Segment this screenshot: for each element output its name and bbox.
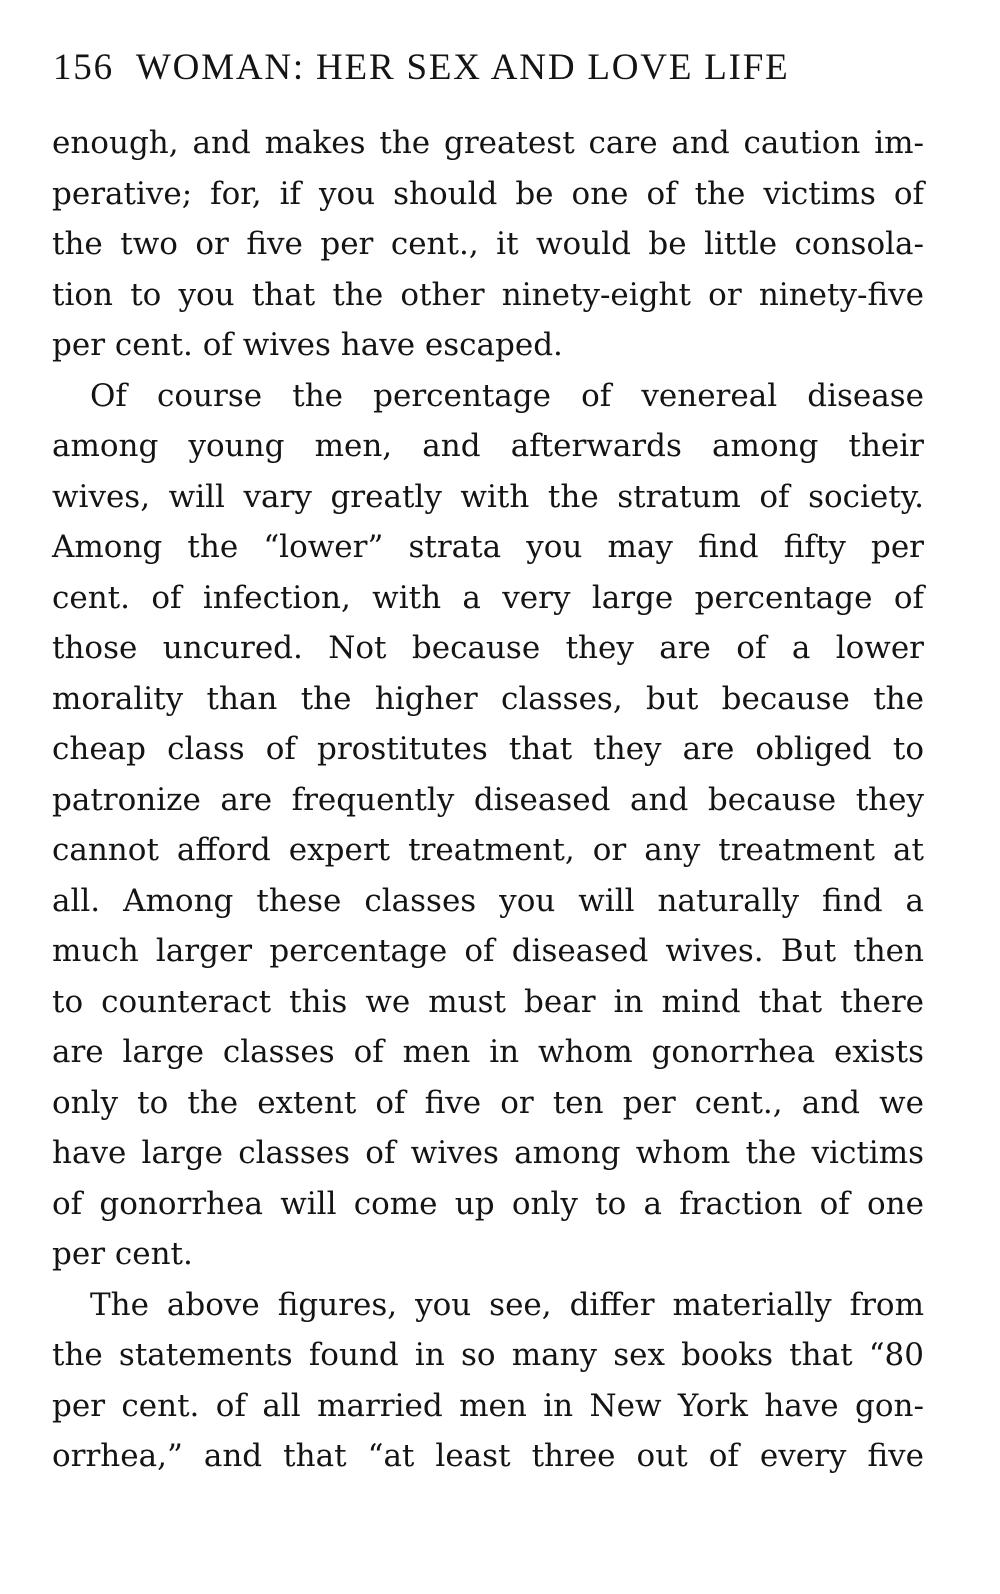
text-line: per cent. (52, 1236, 193, 1272)
running-title: WOMAN: HER SEX AND LOVE LIFE (135, 47, 790, 88)
text-line: among young men, and afterwards among their (52, 428, 924, 464)
running-head (53, 40, 933, 96)
text-line: wives, will vary greatly with the stratum of society. (52, 478, 924, 515)
text-line: much larger percentage of diseased wives. But then (52, 933, 924, 969)
text-line: the two or five per cent., it would be little consola- (52, 226, 924, 262)
text-line: have large classes of wives among whom the victims (52, 1135, 924, 1171)
text-line: patronize are frequently diseased and because they (52, 781, 924, 818)
text-line: the statements found in so many sex books that “80 (52, 1337, 924, 1373)
text-line: orrhea,” and that “at least three out of every five (52, 1438, 924, 1474)
text-line: enough, and makes the greatest care and caution im- (52, 125, 924, 161)
text-line: all. Among these classes you will naturally find a (52, 882, 924, 919)
text-line: per cent. of wives have escaped. (52, 327, 563, 363)
text-line: cannot afford expert treatment, or any treatment at (52, 832, 924, 868)
text-line: The above figures, you see, differ materially from (90, 1286, 924, 1323)
text-line: tion to you that the other ninety-eight or ninety-five (52, 276, 924, 313)
paragraph-2 (52, 371, 924, 1280)
text-line: only to the extent of five or ten per cent., and we (52, 1084, 924, 1121)
text-line: Among the “lower” strata you may find fifty per (52, 529, 924, 565)
paragraph-1 (52, 118, 924, 371)
text-line: those uncured. Not because they are of a lower (52, 630, 924, 666)
text-line: are large classes of men in whom gonorrhea exists (52, 1034, 924, 1070)
text-line: of gonorrhea will come up only to a fraction of one (52, 1185, 924, 1222)
paragraph-3 (52, 1280, 924, 1482)
text-line: morality than the higher classes, but because the (52, 680, 924, 717)
body-text (52, 118, 924, 1482)
text-line: perative; for, if you should be one of the victims of (52, 175, 924, 212)
page-number: 156 (53, 47, 114, 88)
text-line: cheap class of prostitutes that they are obliged to (52, 731, 924, 767)
text-line: to counteract this we must bear in mind that there (52, 983, 924, 1020)
text-line: cent. of infection, with a very large percentage of (52, 579, 924, 616)
text-line: Of course the percentage of venereal disease (90, 377, 924, 414)
text-line: per cent. of all married men in New York have gon- (52, 1387, 924, 1424)
